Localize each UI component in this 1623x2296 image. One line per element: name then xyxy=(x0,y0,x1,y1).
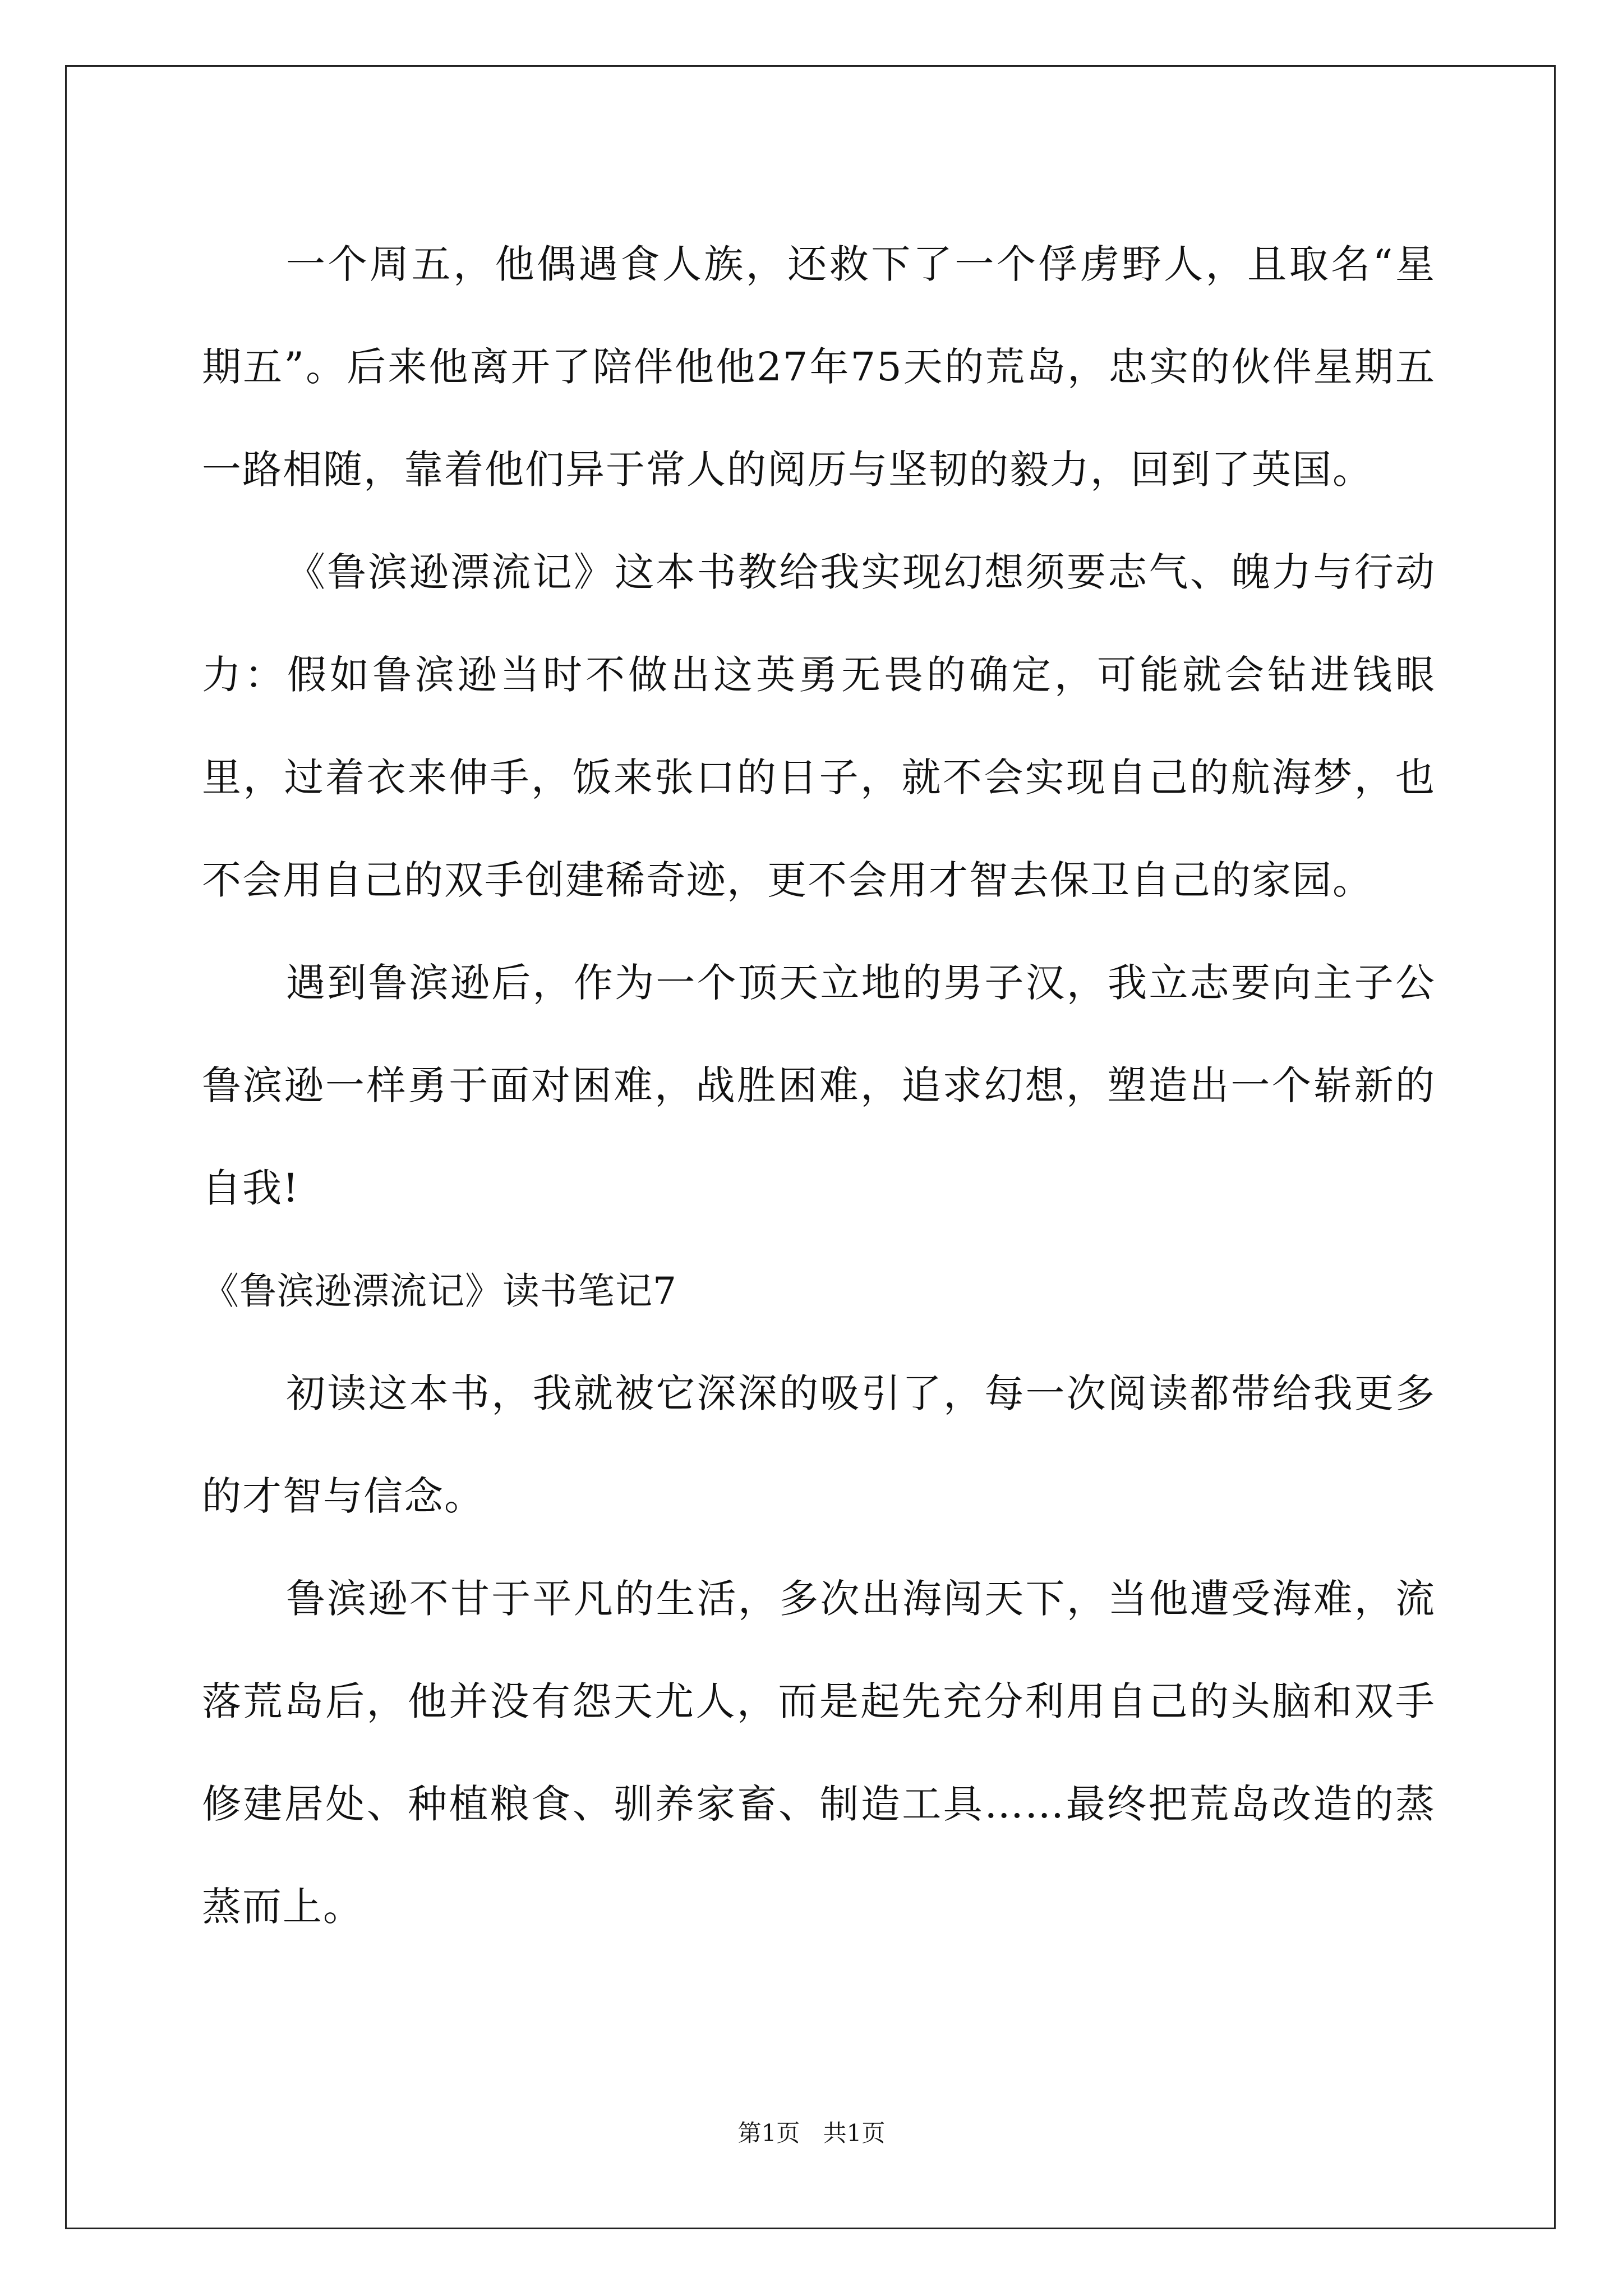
page-total: 共1页 xyxy=(823,2119,886,2147)
paragraph-first-reading: 初读这本书，我就被它深深的吸引了，每一次阅读都带给我更多的才智与信念。 xyxy=(202,1370,1436,1519)
section-heading: 《鲁滨逊漂流记》读书笔记7 xyxy=(202,1269,677,1313)
paragraph-island-life: 鲁滨逊不甘于平凡的生活，多次出海闯天下，当他遭受海难，流落荒岛后，他并没有怨天尤人，而是起先充分利用自己的头脑和双手修建居处、种植粮食、驯养家畜、制造工具……最终把荒岛改造的蒸蒸而上。 xyxy=(202,1576,1436,1930)
page-number: 第1页 xyxy=(737,2119,800,2147)
paragraph-resolve: 遇到鲁滨逊后，作为一个顶天立地的男子汉，我立志要向主子公鲁滨逊一样勇于面对困难，战胜困难，追求幻想，塑造出一个崭新的自我! xyxy=(202,960,1436,1211)
page-footer xyxy=(0,2115,1623,2148)
paragraph-lesson: 《鲁滨逊漂流记》这本书教给我实现幻想须要志气、魄力与行动力：假如鲁滨逊当时不做出这英勇无畏的确定，可能就会钻进钱眼里，过着衣来伸手，饭来张口的日子，就不会实现自己的航海梦，也不会用自己的双手创建稀奇迹，更不会用才智去保卫自己的家园。 xyxy=(202,549,1436,903)
document-body xyxy=(202,213,1436,1958)
paragraph-friday: 一个周五，他偶遇食人族，还救下了一个俘虏野人，且取名“星期五”。后来他离开了陪伴他他27年75天的荒岛，忠实的伙伴星期五一路相随，靠着他们异于常人的阅历与坚韧的毅力，回到了英国。 xyxy=(202,241,1436,493)
